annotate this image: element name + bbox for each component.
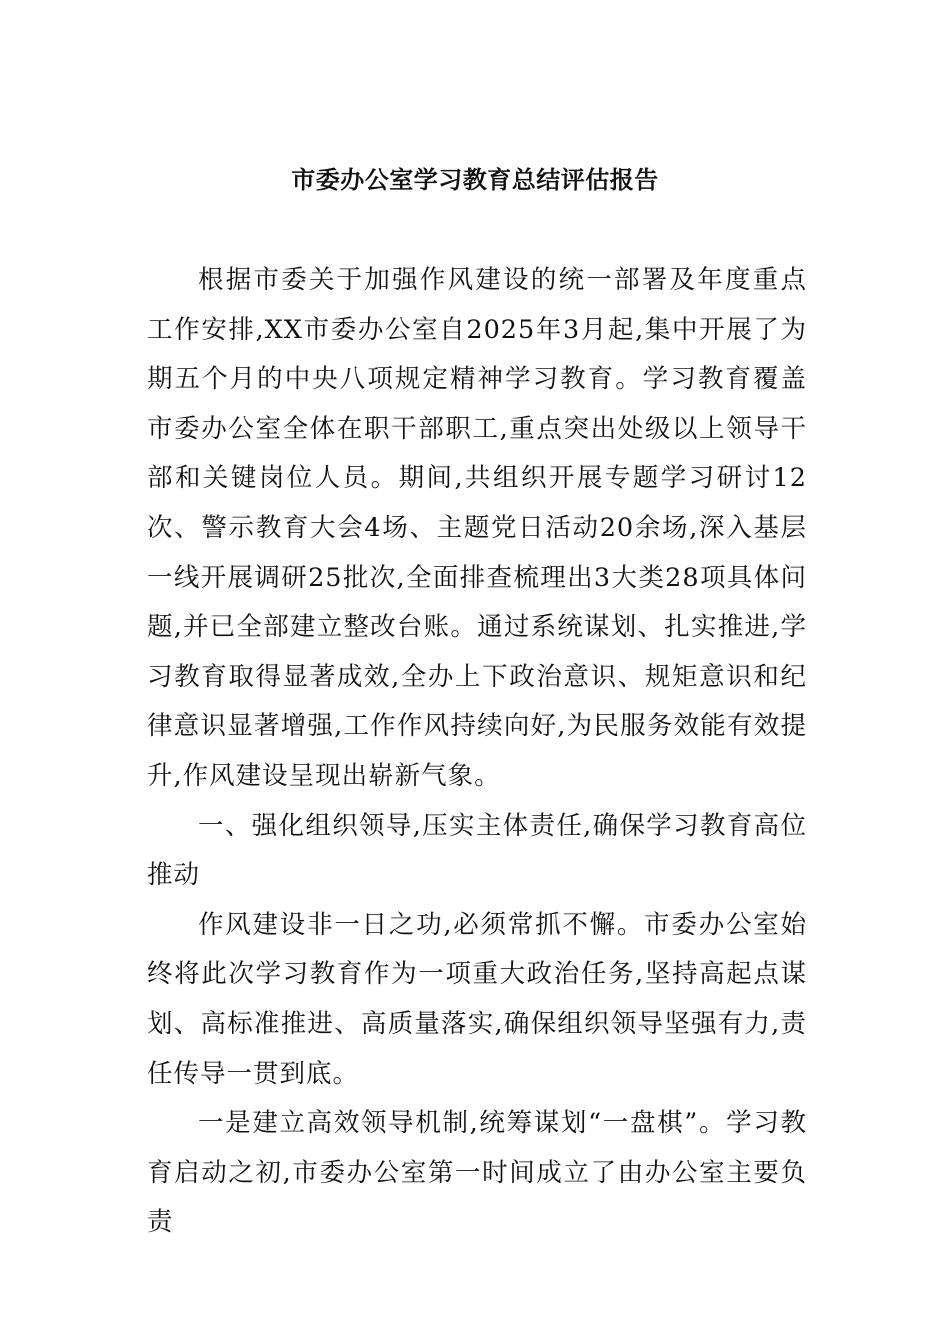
section-1-point-1-paragraph: 一是建立高效领导机制,统筹谋划“一盘棋”。学习教育启动之初,市委办公室第一时间成立了由办公室主要负责 — [147, 1108, 807, 1238]
section-1-paragraph: 作风建设非一日之功,必须常抓不懈。市委办公室始终将此次学习教育作为一项重大政治任务,坚持高起点谋划、高标准推进、高质量落实,确保组织领导坚强有力,责任传导一贯到底。 — [147, 909, 807, 1089]
document-title: 市委办公室学习教育总结评估报告 — [291, 165, 659, 194]
intro-paragraph: 根据市委关于加强作风建设的统一部署及年度重点工作安排,XX市委办公室自2025年3月起,集中开展了为期五个月的中央八项规定精神学习教育。学习教育覆盖市委办公室全体在职干部职工,重点突出处级以上领导干部和关键岗位人员。期间,共组织开展专题学习研讨12次、警示教育大会4场、主题党日活动20余场,深入基层一线开展调研25批次,全面排查梳理出3大类28项具体问题,并已全部建立整改台账。通过系统谋划、扎实推进,学习教育取得显著成效,全办上下政治意识、规矩意识和纪律意识显著增强,工作作风持续向好,为民服务效能有效提升,作风建设呈现出崭新气象。 — [147, 265, 807, 791]
document-body — [147, 256, 807, 1248]
section-heading-1: 一、强化组织领导,压实主体责任,确保学习教育高位推动 — [147, 810, 807, 891]
